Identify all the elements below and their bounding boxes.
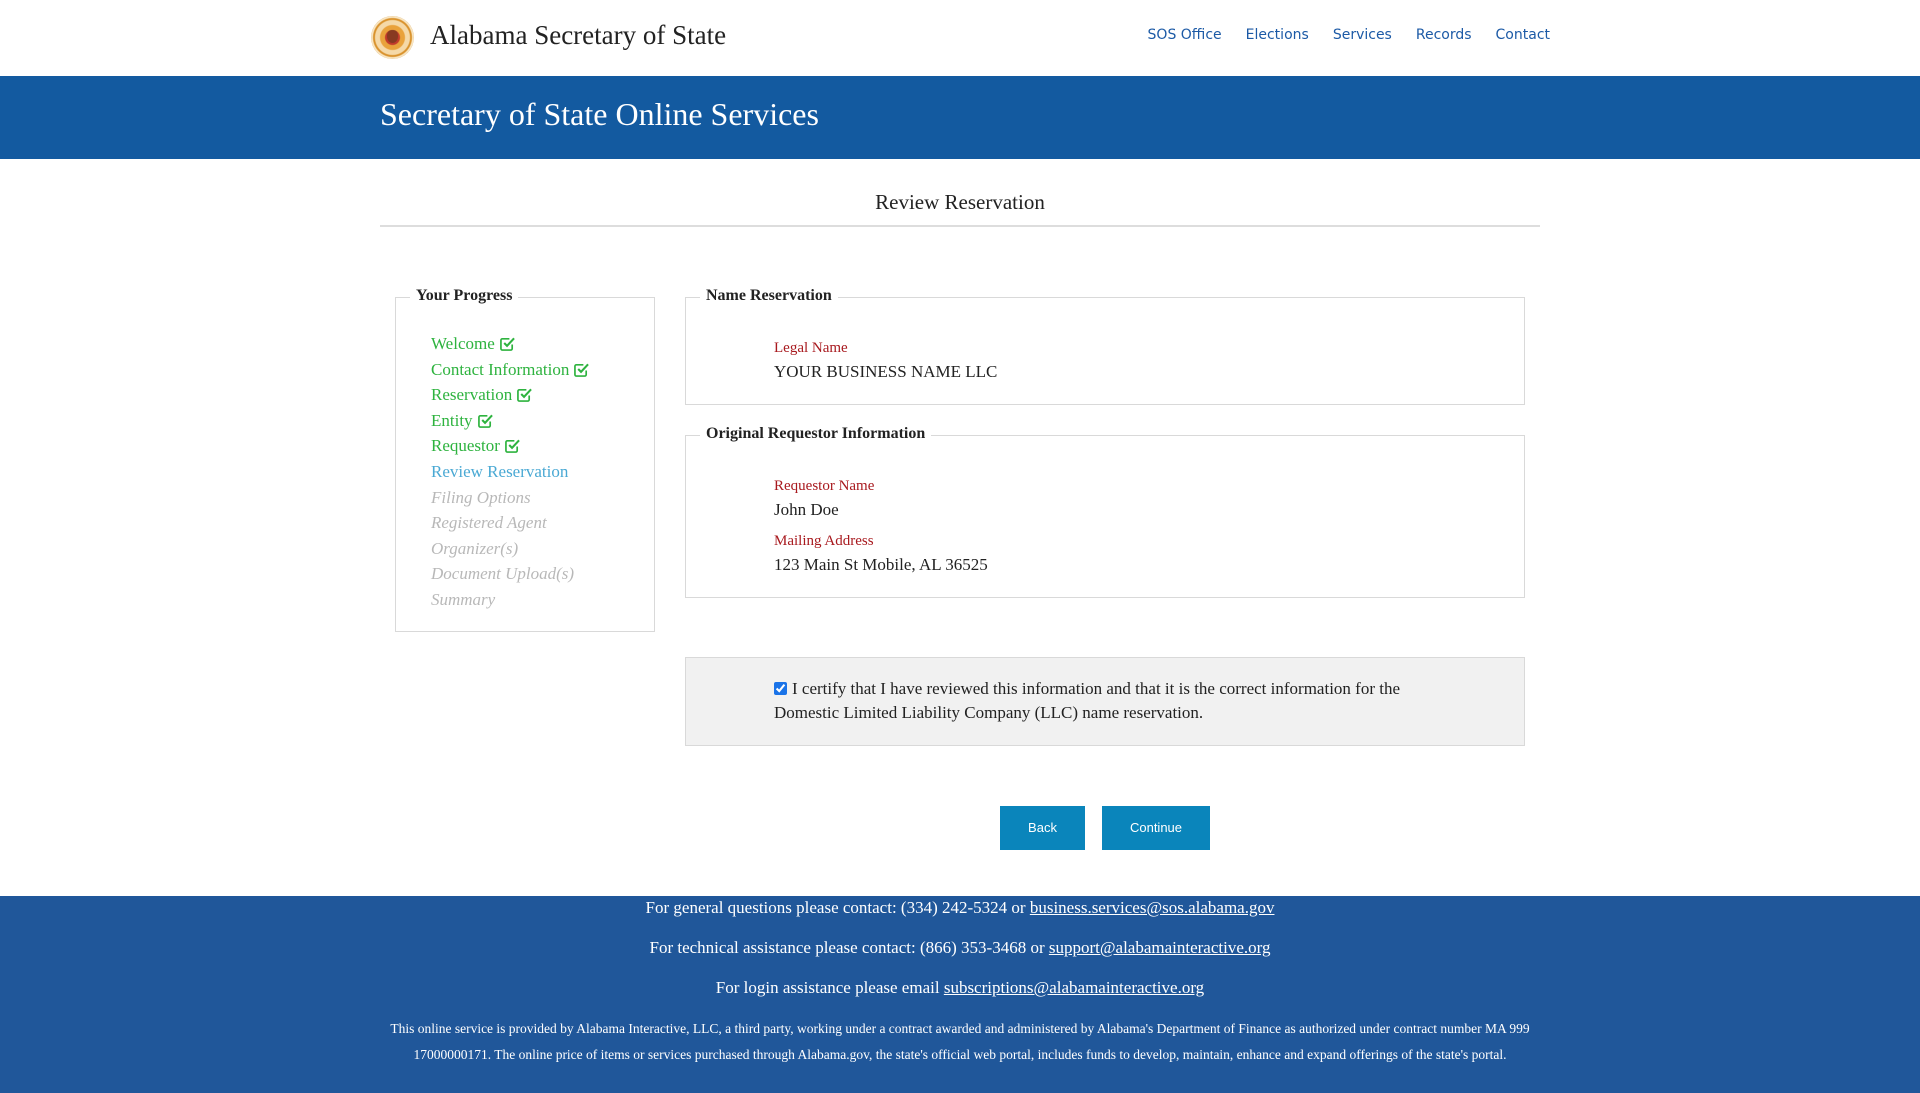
progress-step: [431, 587, 589, 613]
progress-panel: [395, 287, 655, 632]
tech-email-link[interactable]: support@alabamainteractive.org: [1048, 938, 1271, 957]
site-title[interactable]: Alabama Secretary of State: [430, 20, 727, 50]
progress-step-label: Registered Agent: [431, 513, 547, 533]
requestor-panel: [685, 425, 1525, 598]
progress-step: [431, 459, 589, 485]
progress-step-label: Entity: [431, 410, 473, 430]
page-banner: [0, 76, 1920, 159]
login-contact-line: [0, 978, 1920, 998]
continue-button[interactable]: Continue: [1102, 806, 1210, 850]
check-square-icon: [574, 362, 589, 377]
progress-step[interactable]: [431, 408, 589, 434]
progress-step-label: Filing Options: [431, 487, 531, 507]
progress-step[interactable]: [431, 357, 589, 383]
back-button[interactable]: Back: [1000, 806, 1085, 850]
progress-step-label: Contact Information: [431, 359, 570, 379]
mailing-address-value: 123 Main St Mobile, AL 36525: [774, 555, 988, 574]
main-nav: [1124, 27, 1550, 43]
progress-legend: Your Progress: [410, 287, 518, 305]
tech-contact-text: For technical assistance please contact: (866) 353-3468 or: [649, 938, 1049, 957]
legal-name-value: YOUR BUSINESS NAME LLC: [774, 362, 998, 381]
name-reservation-legend: Name Reservation: [700, 287, 838, 305]
footer-disclaimer: This online service is provided by Alabama Interactive, LLC, a third party, working under a contract awarded and administered by Alabama's Department of Finance as authorized under contract number MA 999 17000000171. The online price of items or services purchased through Alabama.gov, the state's official web portal, includes funds to develop, maintain, enhance and expand offerings of the state's portal.: [390, 1021, 1530, 1062]
progress-step: [431, 561, 589, 587]
nav-contact[interactable]: Contact: [1495, 27, 1550, 43]
nav-sos-office[interactable]: SOS Office: [1147, 27, 1222, 43]
progress-step-label: Requestor: [431, 436, 500, 456]
page-title: Review Reservation: [875, 190, 1045, 214]
site-footer: [0, 896, 1920, 1093]
progress-step: [431, 510, 589, 536]
certify-panel: [685, 657, 1525, 746]
login-contact-text: For login assistance please email: [715, 978, 944, 997]
check-square-icon: [517, 387, 532, 402]
certify-text: I certify that I have reviewed this information and that it is the correct information for the Domestic Limited Liability Company (LLC) name reservation.: [774, 679, 1401, 722]
general-email-link[interactable]: business.services@sos.alabama.gov: [1029, 898, 1275, 917]
nav-services[interactable]: Services: [1332, 27, 1392, 43]
legal-name-label: Legal Name: [774, 340, 848, 356]
tech-contact-line: [0, 938, 1920, 958]
progress-step[interactable]: [431, 382, 589, 408]
check-square-icon: [478, 413, 493, 428]
progress-step-label: Organizer(s): [431, 538, 519, 558]
general-contact-text: For general questions please contact: (334) 242-5324 or: [645, 898, 1030, 917]
progress-step[interactable]: [431, 331, 589, 357]
nav-records[interactable]: Records: [1415, 27, 1472, 43]
progress-step-label: Welcome: [431, 334, 495, 353]
general-contact-line: [0, 898, 1920, 918]
state-seal-logo[interactable]: [371, 16, 414, 59]
progress-step-label: Summary: [431, 589, 496, 609]
heading-divider: [380, 225, 1540, 227]
check-square-icon: [505, 438, 520, 453]
banner-title: Secretary of State Online Services: [380, 96, 819, 132]
requestor-legend: Original Requestor Information: [700, 425, 931, 443]
site-header: [0, 0, 1920, 76]
progress-step-label: Reservation: [431, 385, 513, 405]
check-square-icon: [500, 336, 515, 351]
requestor-name-value: John Doe: [774, 500, 839, 519]
progress-steps: [431, 331, 589, 613]
progress-step: [431, 485, 589, 511]
mailing-address-label: Mailing Address: [774, 533, 874, 549]
name-reservation-panel: [685, 287, 1525, 405]
progress-step[interactable]: [431, 433, 589, 459]
nav-elections[interactable]: Elections: [1245, 27, 1309, 43]
progress-step: [431, 536, 589, 562]
login-email-link[interactable]: subscriptions@alabamainteractive.org: [943, 978, 1205, 997]
progress-step-label: Document Upload(s): [431, 564, 575, 584]
progress-step-label: Review Reservation: [431, 461, 569, 481]
requestor-name-label: Requestor Name: [774, 478, 875, 494]
